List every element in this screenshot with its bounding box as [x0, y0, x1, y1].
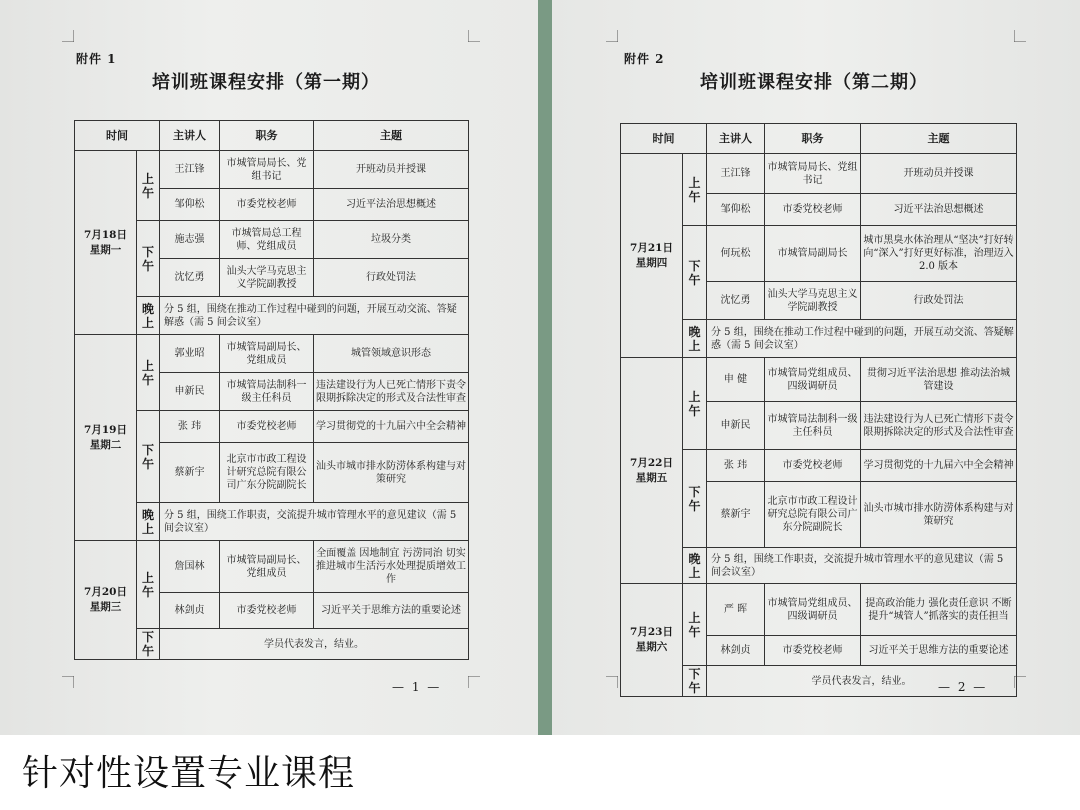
period-cell: 上 午 — [137, 151, 160, 221]
session-topic: 提高政治能力 强化责任意识 不断提升“城管人”抓落实的责任担当 — [861, 584, 1017, 636]
session-position: 市委党校老师 — [765, 636, 861, 666]
day-date: 7月21日 — [630, 241, 673, 254]
session-topic: 学习贯彻党的十九届六中全会精神 — [861, 450, 1017, 482]
session-topic: 汕头市城市排水防涝体系构建与对策研究 — [314, 443, 469, 503]
page-number: — 2 — — [938, 680, 988, 694]
session-speaker: 郭业昭 — [160, 335, 220, 373]
session-topic: 开班动员并授课 — [314, 151, 469, 189]
session-topic: 违法建设行为人已死亡情形下责令限期拆除决定的形式及合法性审查 — [861, 402, 1017, 450]
crop-mark-icon — [468, 676, 480, 688]
day-weekday: 星期六 — [635, 641, 668, 653]
table-header-row — [621, 124, 1017, 154]
session-topic: 行政处罚法 — [861, 282, 1017, 320]
schedule-table — [620, 123, 1017, 697]
day-cell — [621, 154, 683, 358]
day-weekday: 星期一 — [89, 243, 122, 256]
period-cell: 上 午 — [683, 358, 707, 450]
period-cell: 下 午 — [137, 411, 160, 503]
header-position: 职务 — [765, 124, 861, 154]
session-speaker: 申新民 — [160, 373, 220, 411]
session-position: 市委党校老师 — [765, 194, 861, 226]
binding-spine — [538, 0, 552, 735]
session-topic: 习近平关于思维方法的重要论述 — [314, 593, 469, 629]
session-topic: 城管领域意识形态 — [314, 335, 469, 373]
header-time: 时间 — [75, 121, 160, 151]
period-cell: 下 午 — [683, 226, 707, 320]
day-cell — [621, 358, 683, 584]
period-cell: 上 午 — [137, 335, 160, 411]
table-row — [621, 358, 1017, 402]
day-weekday: 星期二 — [89, 438, 122, 451]
session-speaker: 邹仰松 — [160, 189, 220, 221]
session-speaker: 沈忆勇 — [160, 259, 220, 297]
crop-mark-icon — [62, 30, 74, 42]
session-speaker: 蔡新宇 — [160, 443, 220, 503]
header-speaker: 主讲人 — [707, 124, 765, 154]
session-position: 市城管局总工程师、党组成员 — [220, 221, 314, 259]
period-cell: 下 午 — [683, 666, 707, 697]
session-position: 北京市市政工程设计研究总院有限公司广东分院副院长 — [765, 482, 861, 548]
session-speaker: 詹国林 — [160, 541, 220, 593]
session-position: 市城管局局长、党组书记 — [765, 154, 861, 194]
session-topic: 学习贯彻党的十九届六中全会精神 — [314, 411, 469, 443]
session-topic: 习近平法治思想概述 — [314, 189, 469, 221]
session-speaker: 张 玮 — [160, 411, 220, 443]
session-speaker: 申 健 — [707, 358, 765, 402]
day-weekday: 星期四 — [635, 256, 668, 269]
session-position: 市城管局副局长、党组成员 — [220, 541, 314, 593]
day-weekday: 星期五 — [635, 471, 668, 484]
period-note: 分 5 组，围绕在推动工作过程中碰到的问题，开展互动交流、答疑解惑（需 5 间会议室） — [160, 297, 469, 335]
session-topic: 违法建设行为人已死亡情形下责令限期拆除决定的形式及合法性审查 — [314, 373, 469, 411]
session-topic: 贯彻习近平法治思想 推动法治城管建设 — [861, 358, 1017, 402]
period-note: 学员代表发言，结业。 — [707, 666, 1017, 697]
session-topic: 行政处罚法 — [314, 259, 469, 297]
page-title: 培训班课程安排（第一期） — [152, 72, 380, 93]
period-cell: 晚 上 — [683, 320, 707, 358]
table-row — [75, 335, 469, 373]
period-cell: 晚 上 — [137, 503, 160, 541]
day-date: 7月23日 — [630, 626, 673, 638]
annex-label: 附件 1 — [76, 52, 117, 66]
session-speaker: 蔡新宇 — [707, 482, 765, 548]
header-topic: 主题 — [314, 121, 469, 151]
session-speaker: 王江锋 — [160, 151, 220, 189]
session-speaker: 张 玮 — [707, 450, 765, 482]
header-position: 职务 — [220, 121, 314, 151]
session-topic: 习近平法治思想概述 — [861, 194, 1017, 226]
caption: 针对性设置专业课程 — [22, 753, 356, 794]
crop-mark-icon — [1014, 30, 1026, 42]
day-cell — [75, 335, 137, 541]
period-cell: 上 午 — [683, 584, 707, 666]
session-speaker: 申新民 — [707, 402, 765, 450]
session-topic: 垃圾分类 — [314, 221, 469, 259]
crop-mark-icon — [606, 676, 618, 688]
schedule-table — [74, 120, 469, 660]
day-cell — [75, 541, 137, 660]
session-position: 市委党校老师 — [765, 450, 861, 482]
crop-mark-icon — [606, 30, 618, 42]
period-cell: 下 午 — [683, 450, 707, 548]
session-topic: 习近平关于思维方法的重要论述 — [861, 636, 1017, 666]
session-topic: 汕头市城市排水防涝体系构建与对策研究 — [861, 482, 1017, 548]
table-row — [621, 154, 1017, 194]
page-title: 培训班课程安排（第二期） — [700, 72, 928, 93]
day-date: 7月20日 — [84, 586, 127, 598]
session-speaker: 何玩松 — [707, 226, 765, 282]
session-position: 市委党校老师 — [220, 411, 314, 443]
day-cell — [621, 584, 683, 697]
session-topic: 城市黑臭水体治理从“坚决”打好转向“深入”打好更好标准，治理迈入 2.0 版本 — [861, 226, 1017, 282]
period-note: 分 5 组，围绕在推动工作过程中碰到的问题，开展互动交流、答疑解惑（需 5 间会议室） — [707, 320, 1017, 358]
period-cell: 晚 上 — [683, 548, 707, 584]
header-topic: 主题 — [861, 124, 1017, 154]
session-position: 北京市市政工程设计研究总院有限公司广东分院副院长 — [220, 443, 314, 503]
crop-mark-icon — [62, 676, 74, 688]
header-speaker: 主讲人 — [160, 121, 220, 151]
session-speaker: 严 晖 — [707, 584, 765, 636]
session-position: 市城管局法制科一级主任科员 — [765, 402, 861, 450]
session-speaker: 林剑贞 — [707, 636, 765, 666]
table-row — [75, 541, 469, 593]
crop-mark-icon — [468, 30, 480, 42]
session-position: 市城管局副局长 — [765, 226, 861, 282]
session-position: 汕头大学马克思主义学院副教授 — [765, 282, 861, 320]
session-speaker: 邹仰松 — [707, 194, 765, 226]
day-weekday: 星期三 — [89, 601, 122, 613]
day-date: 7月22日 — [630, 456, 673, 469]
session-position: 市城管局副局长、党组成员 — [220, 335, 314, 373]
session-position: 市城管局党组成员、四级调研员 — [765, 584, 861, 636]
session-topic: 开班动员并授课 — [861, 154, 1017, 194]
period-cell: 上 午 — [137, 541, 160, 629]
period-cell: 晚 上 — [137, 297, 160, 335]
session-position: 汕头大学马克思主义学院副教授 — [220, 259, 314, 297]
period-note: 分 5 组，围绕工作职责，交流提升城市管理水平的意见建议（需 5 间会议室） — [707, 548, 1017, 584]
table-header-row — [75, 121, 469, 151]
period-cell: 上 午 — [683, 154, 707, 226]
day-date: 7月19日 — [84, 423, 127, 436]
session-position: 市委党校老师 — [220, 593, 314, 629]
period-cell: 下 午 — [137, 221, 160, 297]
session-topic: 全面覆盖 因地制宜 污涝同治 切实推进城市生活污水处理提质增效工作 — [314, 541, 469, 593]
session-position: 市城管局法制科一级主任科员 — [220, 373, 314, 411]
session-speaker: 施志强 — [160, 221, 220, 259]
session-speaker: 林剑贞 — [160, 593, 220, 629]
session-speaker: 王江锋 — [707, 154, 765, 194]
day-date: 7月18日 — [84, 228, 127, 241]
session-position: 市城管局党组成员、四级调研员 — [765, 358, 861, 402]
period-note: 学员代表发言，结业。 — [160, 629, 469, 660]
header-time: 时间 — [621, 124, 707, 154]
period-note: 分 5 组，围绕工作职责，交流提升城市管理水平的意见建议（需 5 间会议室） — [160, 503, 469, 541]
session-speaker: 沈忆勇 — [707, 282, 765, 320]
session-position: 市城管局局长、党组书记 — [220, 151, 314, 189]
annex-label: 附件 2 — [624, 52, 665, 66]
day-cell — [75, 151, 137, 335]
session-position: 市委党校老师 — [220, 189, 314, 221]
period-cell: 下 午 — [137, 629, 160, 660]
page-number: — 1 — — [392, 680, 442, 694]
table-row — [75, 151, 469, 189]
table-row — [621, 584, 1017, 636]
